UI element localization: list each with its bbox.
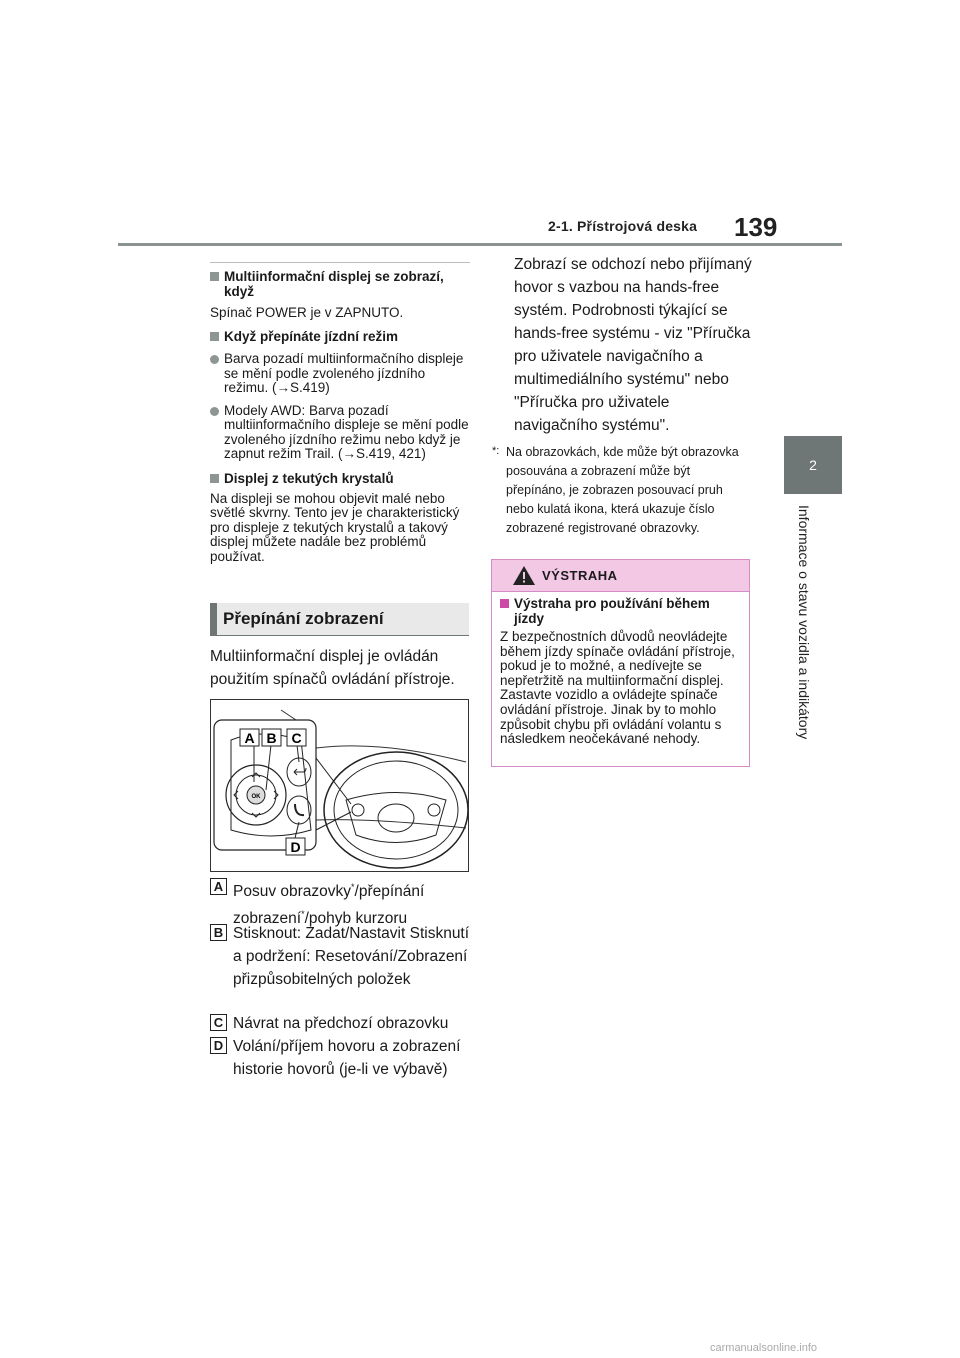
chapter-tab: 2 xyxy=(784,436,842,494)
page-number: 139 xyxy=(734,212,778,242)
legend-badge-d: D xyxy=(210,1037,227,1054)
header-rule xyxy=(118,243,842,246)
legend-b-text: Stisknout: Zadat/Nastavit Stisknutí a podržení: Resetování/Zobrazení přizpůsobitelných položek xyxy=(233,925,470,988)
column-top-rule xyxy=(210,262,470,263)
footnote xyxy=(492,443,752,538)
left-column xyxy=(210,262,470,564)
hands-free-paragraph: Zobrazí se odchozí nebo přijímaný hovor s vazbou na hands-free systém. Podrobnosti týkající se hands-free systému - viz "Příručka pro uživatele navigačního a multimediálního systému" nebo "Příručka pro uživatele navigačního systému". xyxy=(514,256,752,434)
legend-item-c xyxy=(210,1012,472,1035)
legend-badge-a: A xyxy=(210,878,227,895)
legend-badge-c: C xyxy=(210,1014,227,1031)
figure-label-c: C xyxy=(291,730,302,746)
warning-text: Z bezpečnostních důvodů neovládejte během jízdy spínače ovládání přístroje, pokud je to možné, a nedívejte se nepřetržitě na multiinformační displej. Zastavte vozidlo a ovládejte spínače ovládání přístroje. Jinak by to mohlo způsobit chybu při ovládání volantu s následkem neočekávané nehody. xyxy=(500,629,735,747)
warning-box xyxy=(491,559,750,767)
figure-label-b: B xyxy=(266,730,277,746)
paragraph-power-switch: Spínač POWER je v ZAPNUTO. xyxy=(210,305,404,320)
legend-item-a: A Posuv obrazovky*/přepínání zobrazení*/pohyb kurzoru xyxy=(210,876,472,930)
legend-item-d xyxy=(210,1035,472,1081)
bullet-drive-mode-color: Barva pozadí multiinformačního displeje se mění podle zvoleného jízdního režimu. (→S.419) xyxy=(210,352,470,396)
right-column xyxy=(492,253,752,538)
warning-label: VÝSTRAHA xyxy=(542,568,618,583)
legend-a-part1: Posuv obrazovky xyxy=(233,883,352,901)
legend-d-text: Volání/příjem hovoru a zobrazení historie hovorů (je-li ve výbavě) xyxy=(233,1038,461,1078)
chapter-side-label: Informace o stavu vozidla a indikátory xyxy=(796,505,812,740)
legend-item-b xyxy=(210,922,472,991)
steering-wheel-diagram xyxy=(211,700,469,872)
bullet-awd-color: Modely AWD: Barva pozadí multiinformačního displeje se mění podle zvoleného jízdního režimu nebo když je zapnut režim Trail. (→S.419, 421) xyxy=(210,404,470,462)
subheading-lcd: Displej z tekutých krystalů xyxy=(210,471,470,486)
running-header-section: 2-1. Přístrojová deska xyxy=(548,218,698,234)
warning-header xyxy=(492,560,749,592)
figure-label-a: A xyxy=(244,730,255,746)
subheading-drive-mode: Když přepínáte jízdní režim xyxy=(210,329,470,344)
intro-paragraph: Multiinformační displej je ovládán použitím spínačů ovládání přístroje. xyxy=(210,648,455,688)
footnote-text: Na obrazovkách, kde může být obrazovka posouvána a zobrazení může být přepínáno, je zobrazen posouvací pruh nebo kulatá ikona, která ukazuje číslo zobrazené registrované obrazovky. xyxy=(506,445,739,535)
legend-c-text: Návrat na předchozí obrazovku xyxy=(233,1015,449,1032)
footer-watermark: carmanualsonline.info xyxy=(710,1342,818,1354)
warning-triangle-icon xyxy=(512,565,536,586)
paragraph-lcd: Na displeji se mohou objevit malé nebo světlé skvrny. Tento jev je charakteristický pro displeje z tekutých krystalů a takový displej můžete nadále bez problémů používat. xyxy=(210,490,460,564)
footnote-mark: *: xyxy=(492,445,500,457)
subheading-display-shown: Multiinformační displej se zobrazí, když xyxy=(210,269,470,299)
legend-a-part2: /přepínání zobrazení xyxy=(233,883,425,928)
legend-badge-b: B xyxy=(210,924,227,941)
ok-button-glyph: OK xyxy=(251,794,261,800)
warning-heading: Výstraha pro používání během jízdy xyxy=(500,596,741,626)
figure-label-d: D xyxy=(290,839,301,855)
steering-switch-illustration xyxy=(210,699,469,872)
legend-a-part3: /pohyb kurzoru xyxy=(304,910,408,928)
section-title: Přepínání zobrazení xyxy=(210,603,469,636)
